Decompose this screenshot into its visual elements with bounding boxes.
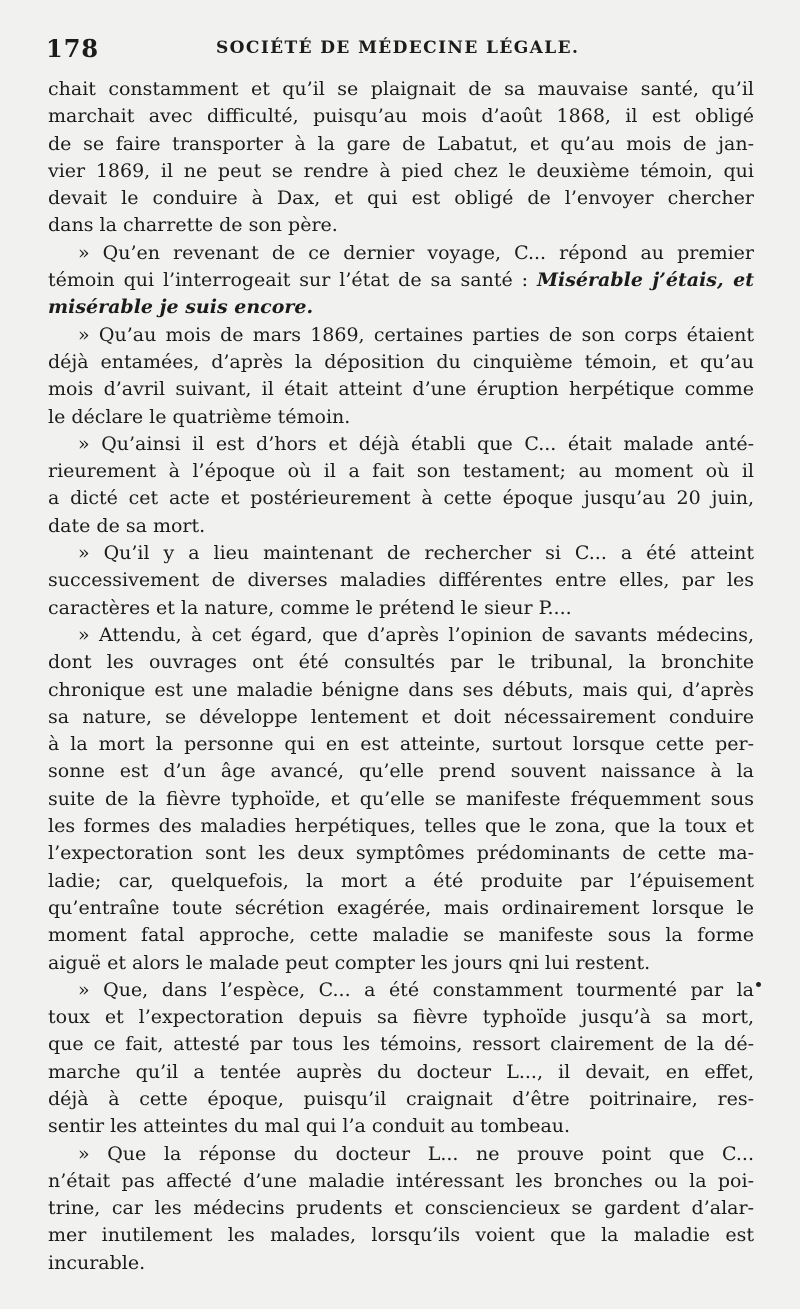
text-line: » Attendu, à cet égard, que d’après l’opinion de savants médecins,	[78, 623, 754, 646]
text-span: témoin qui l’interrogeait sur l’état de sa santé :	[48, 269, 537, 292]
text-line: moment fatal approche, cette maladie se manifeste sous la forme	[48, 924, 754, 947]
text-line: mer inutilement les malades, lorsqu’ils voient que la maladie est	[48, 1224, 754, 1247]
text-line: rieurement à l’époque où il a fait son testament; au moment où il	[48, 460, 754, 483]
text-line: » Qu’il y a lieu maintenant de rechercher si C... a été atteint	[78, 542, 754, 565]
text-line: chait constamment et qu’il se plaignait de sa mauvaise santé, qu’il	[48, 78, 754, 100]
text-line: » Qu’en revenant de ce dernier voyage, C... répond au premier	[78, 241, 754, 264]
text-line: qu’entraîne toute sécrétion exagérée, mais ordinairement lorsque le	[48, 896, 754, 919]
body-text	[48, 76, 754, 1277]
page-header	[46, 34, 766, 64]
text-line: n’était pas affecté d’une maladie intéressant les bronches ou la poi-	[48, 1169, 754, 1192]
text-line: date de sa mort.	[48, 514, 206, 537]
text-line: suite de la fièvre typhoïde, et qu’elle se manifeste fréquemment sous	[48, 787, 754, 810]
text-line: a dicté cet acte et postérieurement à cette époque jusqu’au 20 juin,	[48, 487, 754, 510]
text-line: sa nature, se développe lentement et doit nécessairement conduire	[48, 705, 754, 728]
text-line: déjà à cette époque, puisqu’il craignait d’être poitrinaire, res-	[48, 1087, 754, 1110]
text-line: vier 1869, il ne peut se rendre à pied chez le deuxième témoin, qui	[48, 159, 754, 182]
text-line: trine, car les médecins prudents et consciencieux se gardent d’alar-	[48, 1197, 754, 1220]
text-line: toux et l’expectoration depuis sa fièvre typhoïde jusqu’à sa mort,	[48, 1006, 754, 1029]
text-line: les formes des maladies herpétiques, telles que le zona, que la toux et	[48, 815, 754, 838]
text-line: dans la charrette de son père.	[48, 214, 338, 237]
text-line: déjà entamées, d’après la déposition du cinquième témoin, et qu’au	[48, 350, 754, 373]
text-line-mixed	[48, 267, 754, 294]
text-line: devait le conduire à Dax, et qui est obligé de l’envoyer chercher	[48, 187, 754, 210]
text-line: » Qu’au mois de mars 1869, certaines parties de son corps étaient	[78, 323, 754, 346]
page-number: 178	[46, 34, 100, 63]
text-line: » Que la réponse du docteur L... ne prouve point que C...	[78, 1142, 754, 1165]
text-line: à la mort la personne qui en est atteinte, surtout lorsque cette per-	[48, 733, 754, 756]
text-line: » Que, dans l’espèce, C... a été constamment tourmenté par la	[78, 978, 754, 1001]
text-line: aiguë et alors le malade peut compter les jours qni lui restent.	[48, 951, 651, 974]
text-line: marche qu’il a tentée auprès du docteur L..., il devait, en effet,	[48, 1060, 754, 1083]
text-line: l’expectoration sont les deux symptômes prédominants de cette ma-	[48, 842, 754, 865]
text-line: sonne est d’un âge avancé, qu’elle prend souvent naissance à la	[48, 760, 754, 783]
text-line: marchait avec difficulté, puisqu’au mois d’août 1868, il est obligé	[48, 105, 754, 128]
text-line: successivement de diverses maladies différentes entre elles, par les	[48, 569, 754, 592]
text-line: le déclare le quatrième témoin.	[48, 405, 351, 428]
text-line: ladie; car, quelquefois, la mort a été produite par l’épuisement	[48, 869, 754, 892]
text-line: que ce fait, attesté par tous les témoins, ressort clairement de la dé-	[48, 1033, 754, 1056]
text-line: incurable.	[48, 1251, 146, 1274]
italic-quote-line: misérable je suis encore.	[48, 296, 314, 319]
italic-quote: Misérable j’étais, et	[536, 269, 754, 292]
text-line: mois d’avril suivant, il était atteint d’une éruption herpétique comme	[48, 378, 754, 401]
text-line: dont les ouvrages ont été consultés par le tribunal, la bronchite	[48, 651, 754, 674]
text-line: caractères et la nature, comme le prétend le sieur P....	[48, 596, 572, 619]
text-line: chronique est une maladie bénigne dans ses débuts, mais qui, d’après	[48, 678, 754, 701]
text-line: » Qu’ainsi il est d’hors et déjà établi que C... était malade anté-	[78, 432, 754, 455]
running-head: SOCIÉTÉ DE MÉDECINE LÉGALE.	[216, 38, 580, 58]
margin-mark	[756, 982, 761, 987]
text-line: sentir les atteintes du mal qui l’a conduit au tombeau.	[48, 1115, 571, 1138]
text-line: de se faire transporter à la gare de Labatut, et qu’au mois de jan-	[48, 132, 754, 155]
